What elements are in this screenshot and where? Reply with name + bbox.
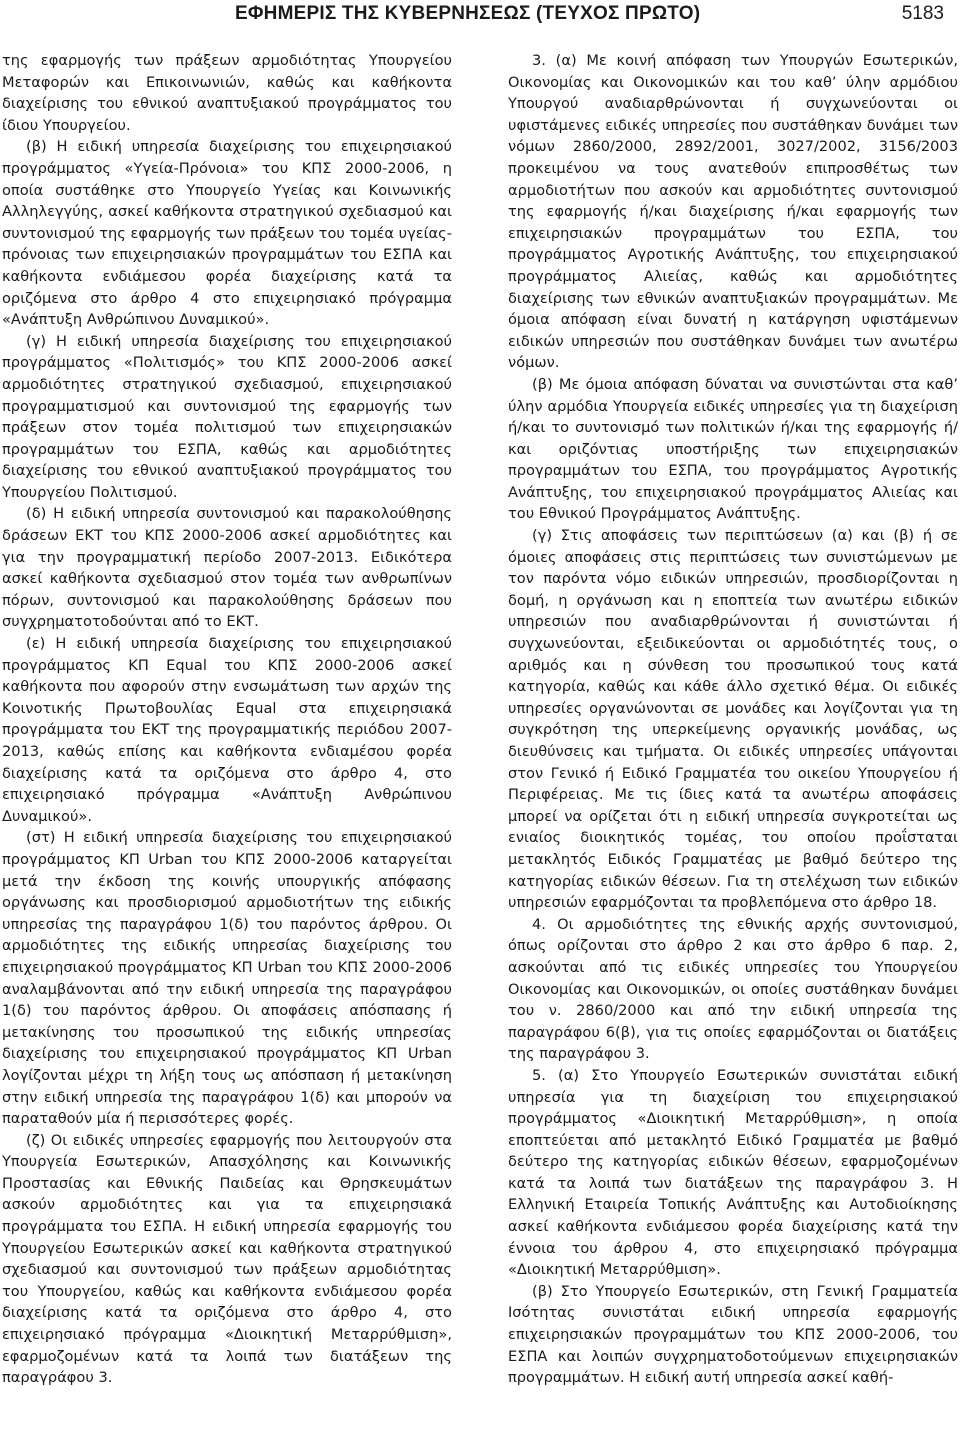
paragraph: (β) Η ειδική υπηρεσία διαχείρισης του επιχειρησιακού προγράμματος «Υγεία-Πρόνοια» του ΚΠΣ 2000-2006, η οποία συστάθηκε στο Υπουργείο Υγείας και Κοινωνικής Αλληλεγγύης, ασκεί καθήκοντα στρατηγικού σχεδιασμού και συντονισμού της εφαρμογής των πράξεων του τομέα υγείας-πρόνοιας των επιχειρησιακών προγραμμάτων του ΕΣΠΑ και καθήκοντα ενδιάμεσου φορέα διαχείρισης κατά τα οριζόμενα στο άρθρο 4 στο επιχειρησιακό πρόγραμμα «Ανάπτυξη Ανθρώπινου Δυναμικού».	[2, 138, 452, 329]
paragraph: (β) Με όμοια απόφαση δύναται να συνιστώνται στα καθ’ ύλην αρμόδια Υπουργεία ειδικές υπηρεσίες για τη διαχείριση ή/και το συντονισμό των πολιτικών ή/και της εφαρμογής ή/και οριζόντιας υποστήριξης των επιχειρησιακών προγραμμάτων του ΕΣΠΑ, του προγράμματος Αγροτικής Ανάπτυξης, του επιχειρησιακού προγράμματος Αλιείας και του Εθνικού Προγράμματος Ανάπτυξης.	[508, 375, 958, 523]
paragraph: (ε) Η ειδική υπηρεσία διαχείρισης του επιχειρησιακού προγράμματος ΚΠ Equal του ΚΠΣ 2000-2006 ασκεί καθήκοντα που αφορούν στην ενσωμάτωση των αρχών της Κοινοτικής Πρωτοβουλίας Equal στα επιχειρησιακά προγράμματα του ΕΚΤ της προγραμματικής περιόδου 2007-2013, καθώς επίσης και καθήκοντα ενδιαμέσου φορέα διαχείρισης κατά τα οριζόμενα στο άρθρο 4, στο επιχειρησιακό πρόγραμμα «Ανάπτυξη Ανθρώπινου Δυναμικού».	[2, 635, 452, 825]
paragraph: (γ) Η ειδική υπηρεσία διαχείρισης του επιχειρησιακού προγράμματος «Πολιτισμός» του ΚΠΣ 2000-2006 ασκεί αρμοδιότητες στρατηγικού σχεδιασμού, επιχειρησιακού προγραμματισμού και συντονισμού της εφαρμογής των πράξεων στον τομέα πολιτισμού των επιχειρησιακών προγραμμάτων του ΕΣΠΑ, καθώς και αρμοδιότητες διαχείρισης του εθνικού αναπτυξιακού προγράμματος του Υπουργείου Πολιτισμού.	[2, 332, 452, 501]
paragraph: 5. (α) Στο Υπουργείο Εσωτερικών συνιστάται ειδική υπηρεσία για τη διαχείριση του επιχειρησιακού προγράμματος «Διοικητική Μεταρρύθμιση», η οποία εποπτεύεται από μετακλητό Ειδικό Γραμματέα με βαθμό δεύτερο της κατηγορίας ειδικών θέσεων, εφαρμοζομένων κατά τα λοιπά των διατάξεων της παραγράφου 3. Η Ελληνική Εταιρεία Τοπικής Ανάπτυξης και Αυτοδιοίκησης ασκεί καθήκοντα ενδιάμεσου φορέα διαχείρισης κατά την έννοια του άρθρου 4, στο επιχειρησιακό πρόγραμμα «Διοικητική Μεταρρύθμιση».	[508, 1066, 958, 1279]
page-header	[0, 0, 960, 30]
gazette-title: ΕΦΗΜΕΡΙΣ ΤΗΣ ΚΥΒΕΡΝΗΣΕΩΣ (ΤΕΥΧΟΣ ΠΡΩΤΟ)	[235, 3, 701, 24]
page-number: 5183	[901, 3, 944, 24]
paragraph: (β) Στο Υπουργείο Εσωτερικών, στη Γενική Γραμματεία Ισότητας συνιστάται ειδική υπηρεσία εφαρμογής επιχειρησιακών προγραμμάτων του ΚΠΣ 2000-2006, του ΕΣΠΑ και λοιπών συγχρηματοδοτούμενων επιχειρησιακών προγραμμάτων. Η ειδική αυτή υπηρεσία ασκεί καθή-	[508, 1282, 958, 1387]
right-column	[508, 50, 958, 1389]
paragraph: 4. Οι αρμοδιότητες της εθνικής αρχής συντονισμού, όπως ορίζονται στο άρθρο 2 και στο άρθρο 6 παρ. 2, ασκούνται από τις ειδικές υπηρεσίες του Υπουργείου Οικονομίας και Οικονομικών, οι οποίες συστάθηκαν δυνάμει του ν. 2860/2000 και από την ειδική υπηρεσία της παραγράφου 6(β), για τις οποίες εφαρμόζονται οι διατάξεις της παραγράφου 3.	[508, 915, 958, 1063]
left-column	[2, 50, 452, 1389]
paragraph: 3. (α) Με κοινή απόφαση των Υπουργών Εσωτερικών, Οικονομίας και Οικονομικών και του καθ’ ύλην αρμόδιου Υπουργού αναδιαρθρώνονται ή συγχωνεύονται οι υφιστάμενες ειδικές υπηρεσίες που συστάθηκαν δυνάμει των νόμων 2860/2000, 2892/2001, 3027/2002, 3156/2003 προκειμένου να τους ανατεθούν επιπροσθέτως των αρμοδιοτήτων που ασκούν και αρμοδιότητες συντονισμού της εφαρμογής ή/και διαχείρισης ή/και εφαρμογής των επιχειρησιακών προγραμμάτων του ΕΣΠΑ, του προγράμματος Αγροτικής Ανάπτυξης, του επιχειρησιακού προγράμματος Αλιείας, καθώς και αρμοδιότητες διαχείρισης των εθνικών αναπτυξιακών προγραμμάτων. Με όμοια απόφαση είναι δυνατή η κατάργηση υφιστάμενων ειδικών υπηρεσιών που συστάθηκαν δυνάμει των ανωτέρω νόμων.	[508, 52, 958, 372]
paragraph: της εφαρμογής των πράξεων αρμοδιότητας Υπουργείου Μεταφορών και Επικοινωνιών, καθώς και καθήκοντα διαχείρισης του εθνικού αναπτυξιακού προγράμματος του ίδιου Υπουργείου.	[2, 52, 452, 134]
paragraph: (ζ) Οι ειδικές υπηρεσίες εφαρμογής που λειτουργούν στα Υπουργεία Εσωτερικών, Απασχόλησης και Κοινωνικής Προστασίας και Εθνικής Παιδείας και Θρησκευμάτων ασκούν αρμοδιότητες και για τα επιχειρησιακά προγράμματα του ΕΣΠΑ. Η ειδική υπηρεσία εφαρμογής του Υπουργείου Εσωτερικών ασκεί και καθήκοντα στρατηγικού σχεδιασμού και συντονισμού των πράξεων αρμοδιότητας του Υπουργείου, καθώς και καθήκοντα ενδιάμεσου φορέα διαχείρισης κατά τα οριζόμενα στο άρθρο 4, στο επιχειρησιακό πρόγραμμα «Διοικητική Μεταρρύθμιση», εφαρμοζομένων κατά τα λοιπά των διατάξεων της παραγράφου 3.	[2, 1131, 452, 1387]
paragraph: (γ) Στις αποφάσεις των περιπτώσεων (α) και (β) ή σε όμοιες αποφάσεις στις περιπτώσεις των συνιστώμενων με τον παρόντα νόμο ειδικών υπηρεσιών, προσδιορίζονται η δομή, η οργάνωση και η εποπτεία των ανωτέρω ειδικών υπηρεσιών που αναδιαρθρώνονται ή συνιστώνται ή συγχωνεύονται, εξειδικεύονται οι αρμοδιότητές τους, ο αριθμός και η σύνθεση του προσωπικού τους κατά κατηγορία, καθώς και κάθε άλλο σχετικό θέμα. Οι ειδικές υπηρεσίες οργανώνονται σε μονάδες και λογίζονται για τη συγκρότηση της υπερκείμενης οργανικής μονάδας, ως διευθύνσεις και τμήματα. Οι ειδικές υπηρεσίες υπάγονται στον Γενικό ή Ειδικό Γραμματέα του οικείου Υπουργείου ή Περιφέρειας. Με τις ίδιες κατά τα ανωτέρω αποφάσεις μπορεί να ορίζεται ότι η ειδική υπηρεσία συγκροτείται ως ενιαίος διοικητικός τομέας, του οποίου προΐσταται μετακλητός Ειδικός Γραμματέας με βαθμό δεύτερο της κατηγορίας ειδικών θέσεων. Για τη στελέχωση των ειδικών υπηρεσιών εφαρμόζονται τα προβλεπόμενα στο άρθρο 18.	[508, 527, 958, 912]
paragraph: (στ) Η ειδική υπηρεσία διαχείρισης του επιχειρησιακού προγράμματος ΚΠ Urban του ΚΠΣ 2000-2006 καταργείται μετά την έκδοση της κοινής υπουργικής απόφασης οργάνωσης και προσδιορισμού αρμοδιοτήτων της ειδικής υπηρεσίας της παραγράφου 1(δ) του παρόντος άρθρου. Οι αρμοδιότητες της ειδικής υπηρεσίας διαχείρισης του επιχειρησιακού προγράμματος ΚΠ Urban του ΚΠΣ 2000-2006 αναλαμβάνονται από την ειδική υπηρεσία της παραγράφου 1(δ) του παρόντος άρθρου. Οι αποφάσεις απόσπασης ή μετακίνησης του προσωπικού της ειδικής υπηρεσίας διαχείρισης του επιχειρησιακού προγράμματος ΚΠ Urban λογίζονται μέχρι τη λήξη τους ως απόσπαση ή μετακίνηση στην ειδική υπηρεσία της παραγράφου 1(δ) και μπορούν να παραταθούν μία ή περισσότερες φορές.	[2, 829, 452, 1128]
paragraph: (δ) Η ειδική υπηρεσία συντονισμού και παρακολούθησης δράσεων ΕΚΤ του ΚΠΣ 2000-2006 ασκεί αρμοδιότητες και για την προγραμματική περίοδο 2007-2013. Ειδικότερα ασκεί καθήκοντα σχεδιασμού στον τομέα των ανθρωπίνων πόρων, συντονισμού και παρακολούθησης δράσεων που συγχρηματοτοδούνται από το ΕΚΤ.	[2, 505, 452, 631]
